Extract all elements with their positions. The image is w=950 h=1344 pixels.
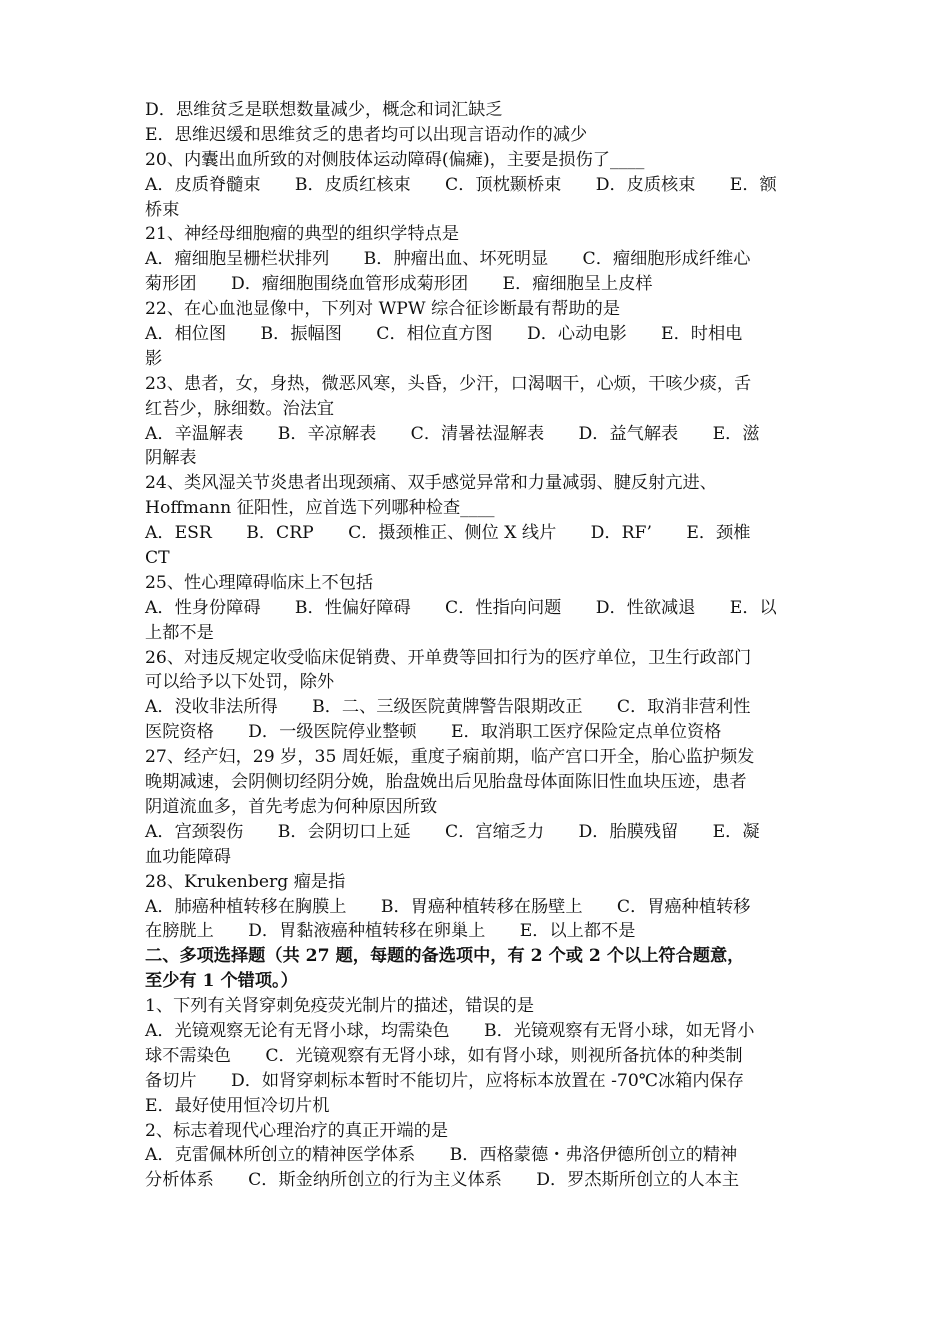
text-line: 24、类风湿关节炎患者出现颈痛、双手感觉异常和力量减弱、腱反射亢进、 — [145, 473, 717, 494]
text-line: A．性身份障碍 B．性偏好障碍 C．性指向问题 D．性欲减退 E．以 — [145, 597, 777, 618]
text-line: A．肺癌种植转移在胸膜上 B．胃癌种植转移在肠壁上 C．胃癌种植转移 — [145, 896, 751, 917]
text-line: A．光镜观察无论有无肾小球，均需染色 B．光镜观察有无肾小球，如无肾小 — [145, 1020, 755, 1041]
text-line: A．辛温解表 B．辛凉解表 C．清暑祛湿解表 D．益气解表 E．滋 — [145, 423, 760, 444]
text-line: 备切片 D．如肾穿刺标本暂时不能切片，应将标本放置在 -70℃冰箱内保存 — [145, 1070, 744, 1091]
text-line: 上都不是 — [145, 622, 214, 643]
text-line: 阴解表 — [145, 448, 197, 469]
text-line: Hoffmann 征阳性，应首选下列哪种检查____ — [145, 498, 495, 519]
text-line: E．最好使用恒冷切片机 — [145, 1095, 330, 1116]
text-line: 在膀胱上 D．胃黏液癌种植转移在卵巢上 E．以上都不是 — [145, 921, 636, 942]
text-line: 2、标志着现代心理治疗的真正开端的是 — [145, 1120, 449, 1141]
text-line: 可以给予以下处罚，除外 — [145, 672, 335, 693]
text-line: 分析体系 C．斯金纳所创立的行为主义体系 D．罗杰斯所创立的人本主 — [145, 1170, 740, 1191]
text-line: 晚期减速，会阴侧切经阴分娩，胎盘娩出后见胎盘母体面陈旧性血块压迹，患者 — [145, 772, 747, 793]
text-line: 20、内囊出血所致的对侧肢体运动障碍(偏瘫)，主要是损伤了____ — [145, 149, 645, 170]
text-line: 阴道流血多，首先考虑为何种原因所致 — [145, 796, 438, 817]
text-line: 菊形团 D．瘤细胞围绕血管形成菊形团 E．瘤细胞呈上皮样 — [145, 274, 653, 295]
text-line: A．相位图 B．振幅图 C．相位直方图 D．心动电影 E．时相电 — [145, 324, 743, 345]
document-page — [145, 98, 815, 1193]
text-line: 26、对违反规定收受临床促销费、开单费等回扣行为的医疗单位，卫生行政部门 — [145, 647, 752, 668]
text-line: CT — [145, 548, 170, 569]
text-line: A．克雷佩林所创立的精神医学体系 B．西格蒙德・弗洛伊德所创立的精神 — [145, 1145, 738, 1166]
text-line: 红苔少，脉细数。治法宜 — [145, 398, 335, 419]
text-line: 28、Krukenberg 瘤是指 — [145, 871, 346, 892]
text-line: 22、在心血池显像中，下列对 WPW 综合征诊断最有帮助的是 — [145, 299, 621, 320]
text-line: A．皮质脊髓束 B．皮质红核束 C．顶枕颞桥束 D．皮质核束 E．额 — [145, 174, 777, 195]
text-line: 桥束 — [145, 199, 180, 220]
text-line: A．ESR B．CRP C．摄颈椎正、侧位 X 线片 D．RF’ E．颈椎 — [145, 523, 751, 544]
text-line: 球不需染色 C．光镜观察有无肾小球，如有肾小球，则视所备抗体的种类制 — [145, 1045, 743, 1066]
text-line: 1、下列有关肾穿刺免疫荧光制片的描述，错误的是 — [145, 996, 535, 1017]
text-line: 影 — [145, 348, 163, 369]
text-line: 27、经产妇，29 岁，35 周妊娠，重度子痫前期，临产宫口开全，胎心监护频发 — [145, 747, 755, 768]
text-line: 25、性心理障碍临床上不包括 — [145, 572, 374, 593]
section-heading-line: 至少有 1 个错项。） — [145, 971, 298, 992]
text-line: 医院资格 D．一级医院停业整顿 E．取消职工医疗保险定点单位资格 — [145, 722, 722, 743]
text-line: A．没收非法所得 B．二、三级医院黄牌警告限期改正 C．取消非营利性 — [145, 697, 751, 718]
text-line: E．思维迟缓和思维贫乏的患者均可以出现言语动作的减少 — [145, 124, 588, 145]
text-line: 23、患者，女，身热，微恶风寒，头昏，少汗，口渴咽干，心烦，干咳少痰，舌 — [145, 373, 752, 394]
text-line: 血功能障碍 — [145, 846, 231, 867]
text-line: 21、神经母细胞瘤的典型的组织学特点是 — [145, 224, 460, 245]
text-line: D．思维贫乏是联想数量减少，概念和词汇缺乏 — [145, 100, 503, 120]
text-line: A．宫颈裂伤 B．会阴切口上延 C．宫缩乏力 D．胎膜残留 E．凝 — [145, 821, 760, 842]
section-heading-line: 二、多项选择题（共 27 题，每题的备选项中，有 2 个或 2 个以上符合题意， — [145, 946, 745, 967]
text-line: A．瘤细胞呈栅栏状排列 B．肿瘤出血、坏死明显 C．瘤细胞形成纤维心 — [145, 249, 751, 270]
